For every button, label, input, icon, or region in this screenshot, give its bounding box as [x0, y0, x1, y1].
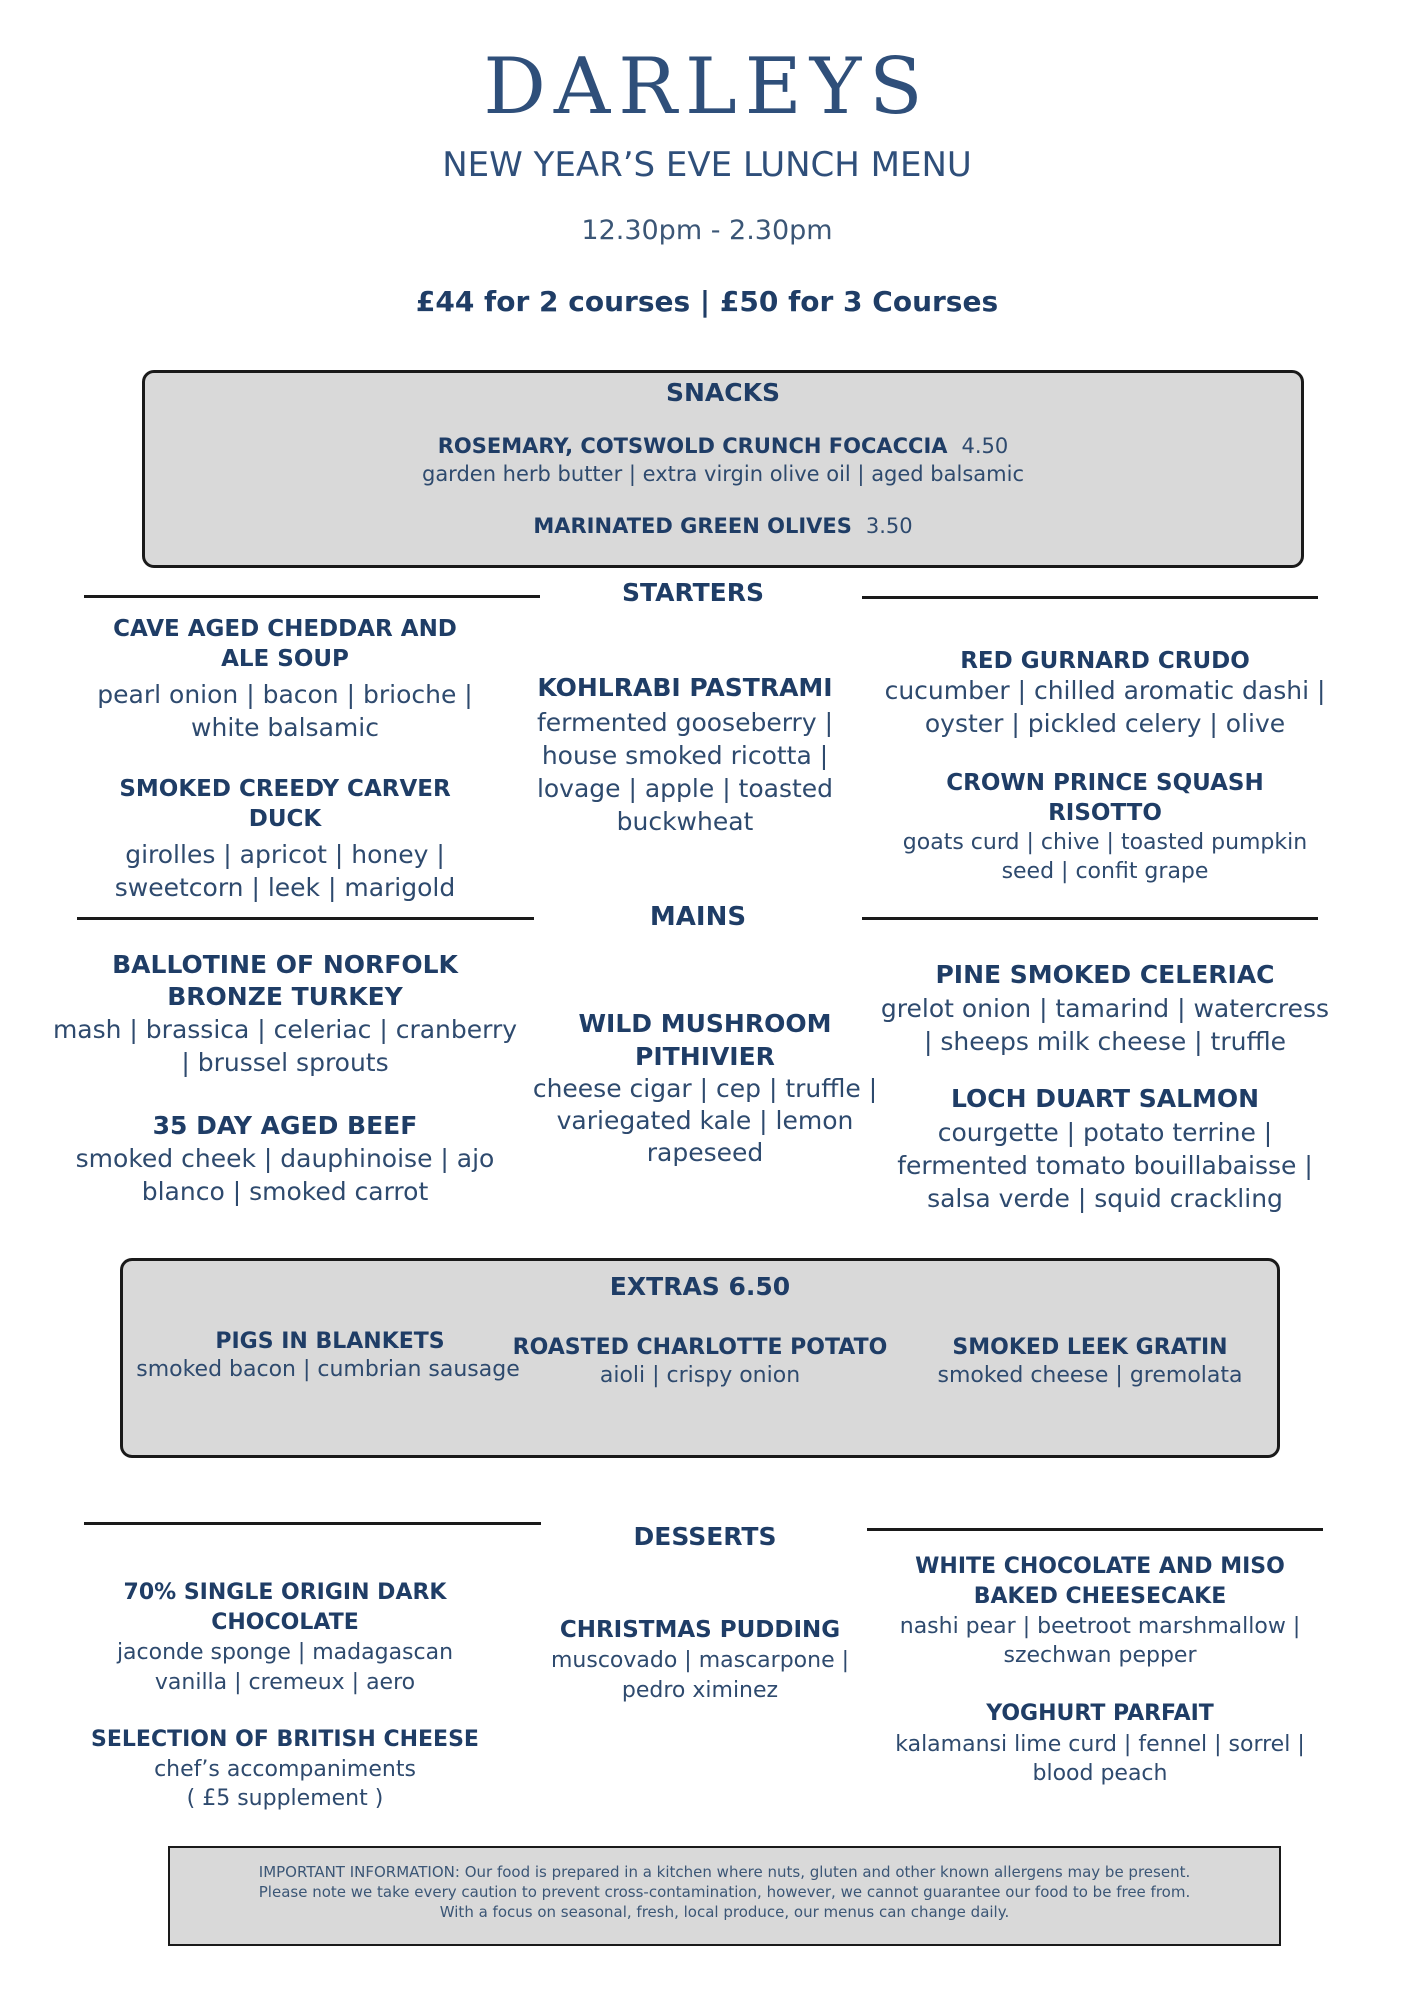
dish-desc: goats curd | chive | toasted pumpkin seed | confit grape — [902, 830, 1308, 884]
extra-name: ROASTED CHARLOTTE POTATO — [512, 1335, 888, 1360]
snack-name: MARINATED GREEN OLIVES — [533, 514, 852, 538]
dish-note: ( £5 supplement ) — [186, 1786, 384, 1811]
divider — [867, 1528, 1323, 1531]
divider — [862, 917, 1318, 920]
dish-name: 35 DAY AGED BEEF — [152, 1111, 418, 1140]
dish-name: SELECTION OF BRITISH CHEESE — [91, 1727, 479, 1752]
extra-desc: aioli | crispy onion — [599, 1363, 801, 1388]
divider — [862, 596, 1318, 599]
dish-name: CAVE AGED CHEDDAR AND ALE SOUP — [113, 616, 457, 672]
info-line: Please note we take every caution to prevent cross-contamination, however, we cannot guarantee our food to be free from. — [258, 1883, 1191, 1901]
service-time: 12.30pm - 2.30pm — [581, 215, 833, 246]
dish-name: CHRISTMAS PUDDING — [559, 1617, 841, 1643]
menu-price: £44 for 2 courses | £50 for 3 Courses — [415, 285, 999, 318]
mains-heading: MAINS — [649, 902, 747, 932]
dish-desc: jaconde sponge | madagascan vanilla | cremeux | aero — [116, 1640, 454, 1695]
dish-desc: cucumber | chilled aromatic dashi | oyster | pickled celery | olive — [884, 676, 1326, 738]
divider — [77, 917, 534, 920]
dish-name: YOGHURT PARFAIT — [986, 1701, 1214, 1726]
dish-desc: pearl onion | bacon | brioche | white balsamic — [97, 680, 473, 742]
snack-desc: garden herb butter | extra virgin olive oil | aged balsamic — [421, 462, 1024, 486]
dish-desc: nashi pear | beetroot marshmallow | szechwan pepper — [899, 1614, 1301, 1668]
info-line: IMPORTANT INFORMATION: Our food is prepared in a kitchen where nuts, gluten and other known allergens may be present. — [258, 1863, 1191, 1881]
extra-desc: smoked bacon | cumbrian sausage — [136, 1357, 520, 1382]
dish-desc: girolles | apricot | honey | sweetcorn | leek | marigold — [114, 840, 456, 902]
dish-name: BALLOTINE OF NORFOLK BRONZE TURKEY — [112, 950, 458, 1011]
starters-heading: STARTERS — [622, 578, 764, 607]
dish-name: CROWN PRINCE SQUASH RISOTTO — [946, 770, 1264, 826]
dish-desc: muscovado | mascarpone | pedro ximinez — [550, 1648, 850, 1703]
divider — [84, 1522, 541, 1525]
dish-name: KOHLRABI PASTRAMI — [537, 673, 833, 702]
snack-item — [142, 512, 1304, 540]
extras-heading: EXTRAS 6.50 — [609, 1272, 791, 1301]
snack-price: 4.50 — [961, 434, 1009, 458]
dish-desc: chef’s accompaniments — [154, 1757, 416, 1782]
dish-desc: cheese cigar | cep | truffle | variegated kale | lemon rapeseed — [532, 1074, 878, 1167]
dish-desc: fermented gooseberry | house smoked ricotta | lovage | apple | toasted buckwheat — [536, 708, 834, 836]
snacks-heading: SNACKS — [665, 378, 780, 407]
extra-desc: smoked cheese | gremolata — [937, 1363, 1243, 1388]
dish-name: RED GURNARD CRUDO — [960, 648, 1250, 674]
divider — [84, 595, 540, 598]
extra-name: SMOKED LEEK GRATIN — [952, 1335, 1228, 1360]
info-line: With a focus on seasonal, fresh, local produce, our menus can change daily. — [439, 1903, 1010, 1921]
dish-name: WILD MUSHROOM PITHIVIER — [578, 1009, 832, 1071]
dish-desc: kalamansi lime curd | fennel | sorrel | blood peach — [895, 1732, 1305, 1786]
dish-desc: smoked cheek | dauphinoise | ajo blanco | smoked carrot — [75, 1144, 495, 1206]
brand-logo: DARLEYS — [483, 42, 931, 132]
dish-name: 70% SINGLE ORIGIN DARK CHOCOLATE — [123, 1580, 447, 1635]
dish-name: SMOKED CREEDY CARVER DUCK — [119, 776, 451, 832]
desserts-heading: DESSERTS — [633, 1522, 777, 1551]
snack-price: 3.50 — [865, 514, 913, 538]
dish-desc: mash | brassica | celeriac | cranberry | brussel sprouts — [52, 1015, 518, 1077]
menu-title: NEW YEAR’S EVE LUNCH MENU — [442, 145, 972, 185]
dish-name: PINE SMOKED CELERIAC — [935, 960, 1275, 989]
dish-name: LOCH DUART SALMON — [950, 1084, 1260, 1113]
dish-desc: grelot onion | tamarind | watercress | sheeps milk cheese | truffle — [880, 994, 1330, 1056]
extra-name: PIGS IN BLANKETS — [215, 1329, 445, 1354]
dish-name: WHITE CHOCOLATE AND MISO BAKED CHEESECAKE — [915, 1554, 1285, 1609]
dish-desc: courgette | potato terrine | fermented tomato bouillabaisse | salsa verde | squid crackling — [897, 1118, 1313, 1213]
snack-name: ROSEMARY, COTSWOLD CRUNCH FOCACCIA — [437, 434, 948, 458]
snack-item — [142, 432, 1304, 460]
